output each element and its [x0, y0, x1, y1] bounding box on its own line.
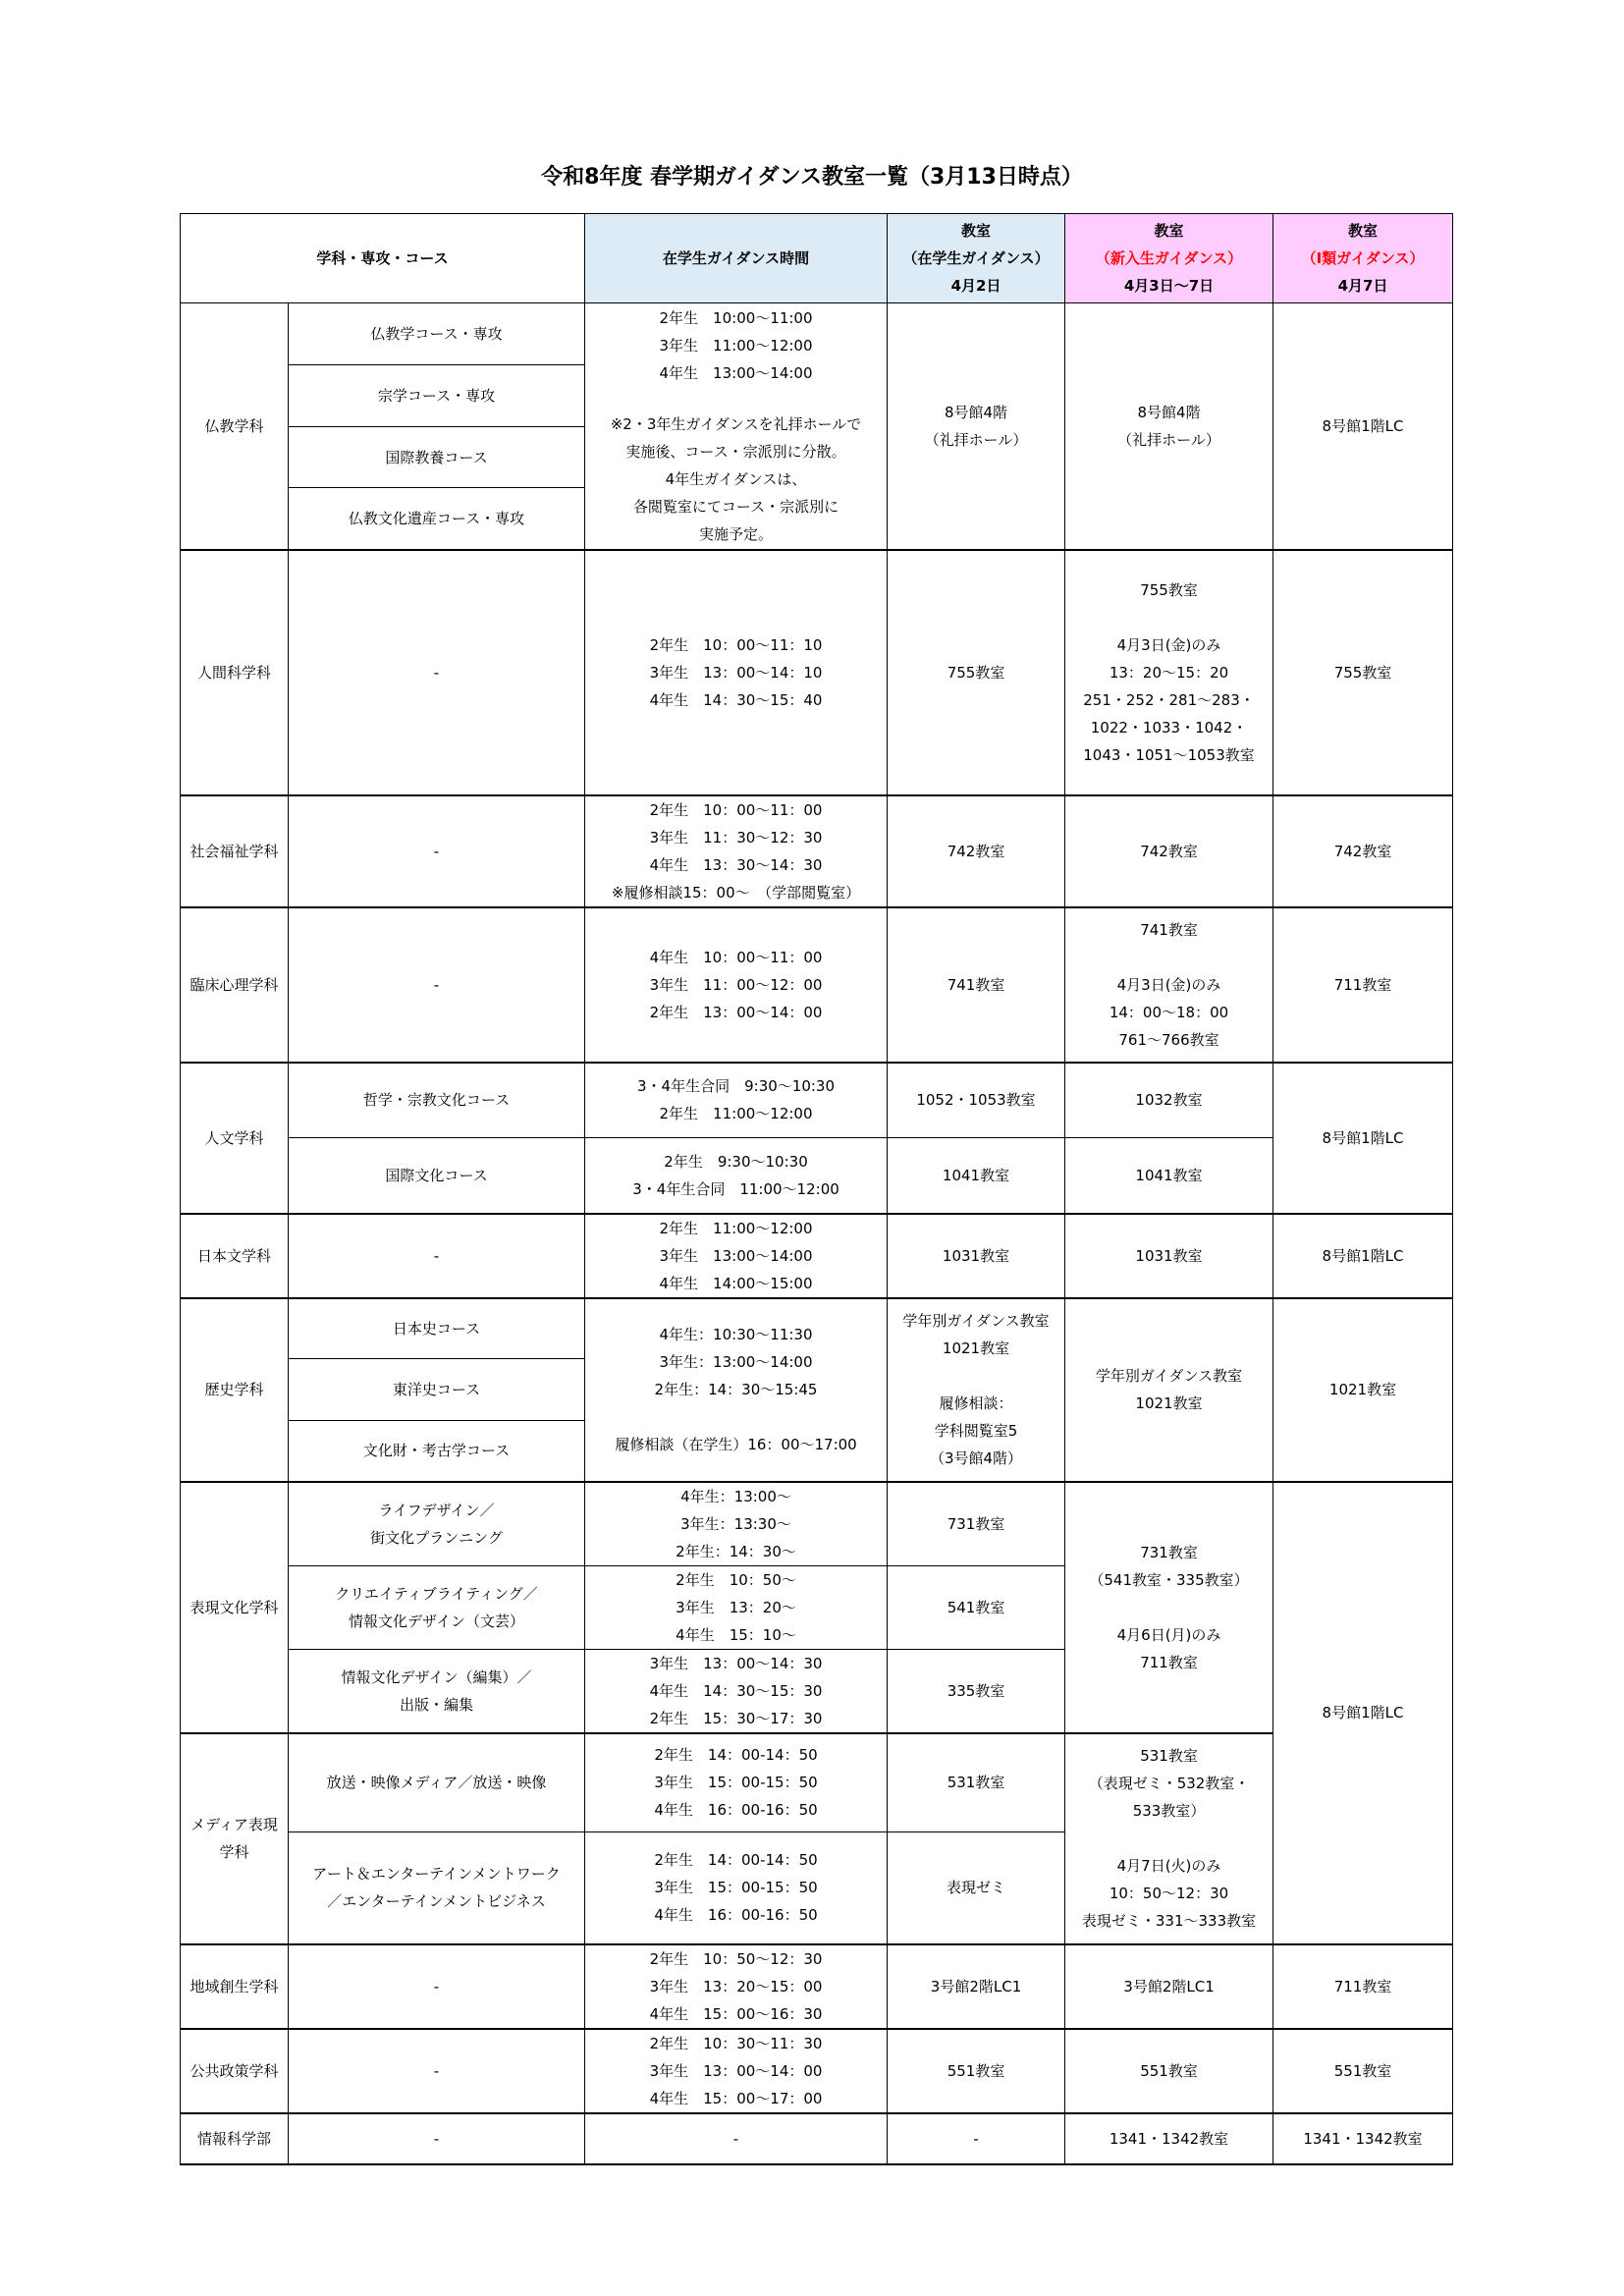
room-line: 711教室	[1140, 1653, 1198, 1671]
table-row	[181, 1298, 1453, 1359]
time-line: 4年生 15：00～17：00	[649, 2089, 823, 2107]
time-line: 2年生 10：50～12：30	[649, 1949, 823, 1968]
guidance-time	[585, 1649, 888, 1733]
current-room: 541教室	[888, 1565, 1065, 1649]
course-name: 国際文化コース	[289, 1138, 585, 1214]
room-line: （表現ゼミ・532教室・	[1088, 1775, 1250, 1792]
header-first-line: 4月7日	[1337, 277, 1388, 295]
table-row	[181, 1944, 1453, 2029]
room-line: （541教室・335教室）	[1089, 1570, 1249, 1589]
room-line: 表現ゼミ・331～333教室	[1081, 1912, 1257, 1930]
room-line	[1069, 944, 1269, 971]
course-line: アート＆エンターテインメントワーク	[312, 1865, 561, 1884]
room-line: 4月7日(火)のみ	[1116, 1857, 1221, 1875]
dept-name: 仏教学科	[181, 303, 289, 550]
header-first-line: （Ⅰ類ガイダンス）	[1301, 249, 1425, 267]
first-class-room: 8号館1階LC	[1273, 1214, 1453, 1298]
room-line: （3号館4階）	[929, 1449, 1023, 1467]
dept-name: 日本文学科	[181, 1214, 289, 1298]
table-row	[181, 550, 1453, 795]
time-line: 3年生 11：30～12：30	[649, 828, 823, 847]
room-line: 741教室	[1140, 920, 1198, 939]
time-line: ※履修相談15：00～ （学部閲覧室）	[611, 883, 861, 902]
time-line	[589, 387, 883, 410]
new-student-room: 742教室	[1065, 795, 1273, 907]
room-line: 531教室	[1140, 1747, 1198, 1765]
time-line: 2年生 14：00-14：50	[654, 1851, 818, 1870]
room-line: 学年別ガイダンス教室	[1095, 1367, 1243, 1385]
first-class-room: 1021教室	[1273, 1298, 1453, 1482]
dept-name: 社会福祉学科	[181, 795, 289, 907]
new-student-room	[1065, 1482, 1273, 1733]
first-class-room: 8号館1階LC	[1273, 1063, 1453, 1214]
time-line: 3年生 13：00～14：30	[649, 1654, 823, 1672]
course-name: 仏教学コース・専攻	[289, 303, 585, 365]
course-name: 東洋史コース	[289, 1359, 585, 1421]
table-row	[181, 907, 1453, 1063]
room-line: 学年別ガイダンス教室	[902, 1312, 1050, 1330]
room-line: 4月3日(金)のみ	[1116, 635, 1221, 654]
course-name	[289, 1482, 585, 1566]
guidance-time	[585, 1138, 888, 1214]
course-line: 情報文化デザイン（編集）／	[341, 1667, 532, 1686]
time-line: 2年生 10：50～	[676, 1570, 796, 1589]
first-class-room: 755教室	[1273, 550, 1453, 795]
table-row	[181, 1733, 1453, 1832]
table-row	[181, 1214, 1453, 1298]
header-dept: 学科・専攻・コース	[181, 214, 585, 303]
guidance-time	[585, 1214, 888, 1298]
room-line: 251・252・281～283・	[1083, 690, 1255, 709]
current-room: 1031教室	[888, 1214, 1065, 1298]
current-room: 3号館2階LC1	[888, 1944, 1065, 2029]
table-row	[181, 2113, 1453, 2164]
first-class-room: 8号館1階LC	[1273, 303, 1453, 550]
time-line: 各閲覧室にてコース・宗派別に	[632, 497, 839, 516]
guidance-time	[585, 795, 888, 907]
table-row	[181, 2029, 1453, 2113]
room-line: 14：00～18：00	[1109, 1003, 1229, 1021]
course-name	[289, 1649, 585, 1733]
header-new-line: 4月3日～7日	[1123, 277, 1215, 295]
course-name: 仏教文化遺産コース・専攻	[289, 488, 585, 550]
time-line: 実施予定。	[699, 524, 774, 543]
room-line: 13：20～15：20	[1109, 663, 1229, 682]
time-line: 2年生：14：30～15:45	[654, 1381, 818, 1398]
current-room: 531教室	[888, 1733, 1065, 1832]
room-line: 学科閲覧室5	[934, 1422, 1018, 1440]
dept-name: 歴史学科	[181, 1298, 289, 1482]
time-line: 3年生 13:00～14:00	[659, 1246, 813, 1265]
time-line: 4年生 13:00～14:00	[659, 363, 813, 382]
room-line	[1069, 1825, 1269, 1852]
time-line: 4年生 14：30～15：40	[649, 690, 823, 709]
time-line: 3年生 13：00～14：10	[649, 663, 823, 682]
dept-name-line: 学科	[219, 1843, 249, 1861]
time-line: 3年生 13：20～	[676, 1598, 796, 1616]
header-new-line: 教室	[1154, 222, 1184, 240]
course-line: 街文化プランニング	[370, 1528, 503, 1547]
first-class-room: 711教室	[1273, 1944, 1453, 2029]
time-line: 4年生 14：30～15：30	[649, 1681, 823, 1700]
new-student-room: 3号館2階LC1	[1065, 1944, 1273, 2029]
guidance-time	[585, 1733, 888, 1832]
time-line: 3年生：13:00～14:00	[659, 1353, 813, 1371]
dept-name: 公共政策学科	[181, 2029, 289, 2113]
page-title: 令和8年度 春学期ガイダンス教室一覧（3月13日時点）	[541, 165, 1083, 190]
course-name: 放送・映像メディア／放送・映像	[289, 1733, 585, 1832]
first-class-room: 1341・1342教室	[1273, 2113, 1453, 2164]
current-room: 755教室	[888, 550, 1065, 795]
dept-name: 人間科学科	[181, 550, 289, 795]
time-line: 3年生 13：20～15：00	[649, 1977, 823, 1995]
room-line	[892, 1362, 1060, 1390]
time-line: 3年生 15：00-15：50	[654, 1879, 818, 1897]
time-line: 2年生 11:00～12:00	[659, 1219, 813, 1237]
new-student-room: 1032教室	[1065, 1063, 1273, 1138]
dept-name-line: メディア表現	[190, 1816, 278, 1833]
guidance-time	[585, 303, 888, 550]
guidance-time	[585, 1063, 888, 1138]
header-cur-line: 教室	[961, 222, 992, 240]
course-name: -	[289, 1944, 585, 2029]
header-new-room	[1065, 214, 1273, 303]
room-line: 4月3日(金)のみ	[1116, 975, 1221, 994]
header-current-room	[888, 214, 1065, 303]
room-line: 8号館4階	[944, 403, 1008, 421]
time-line: 2年生 14：00-14：50	[654, 1746, 818, 1765]
guidance-time	[585, 907, 888, 1063]
guidance-time	[585, 1298, 888, 1482]
course-name: -	[289, 907, 585, 1063]
dept-name: 地域創生学科	[181, 1944, 289, 2029]
course-name: -	[289, 2113, 585, 2164]
dept-name: 情報科学部	[181, 2113, 289, 2164]
course-line: 出版・編集	[400, 1695, 474, 1714]
guidance-time	[585, 1832, 888, 1944]
current-room: 731教室	[888, 1482, 1065, 1566]
time-line	[589, 1403, 883, 1431]
time-line: 実施後、コース・宗派別に分散。	[625, 442, 846, 461]
course-name: 文化財・考古学コース	[289, 1421, 585, 1482]
new-student-room	[1065, 907, 1273, 1063]
header-first-line: 教室	[1348, 222, 1379, 240]
course-name: -	[289, 795, 585, 907]
guidance-table	[180, 213, 1453, 2165]
new-student-room: 1341・1342教室	[1065, 2113, 1273, 2164]
table-row	[181, 303, 1453, 365]
room-line	[1069, 1594, 1269, 1621]
room-line	[1069, 604, 1269, 631]
time-line: 4年生ガイダンスは、	[665, 469, 807, 488]
time-line: 3年生 13：00～14：00	[649, 2061, 823, 2080]
guidance-time	[585, 2029, 888, 2113]
current-room: 742教室	[888, 795, 1065, 907]
time-line: 2年生 9:30～10:30	[664, 1152, 808, 1171]
new-student-room	[1065, 1733, 1273, 1944]
time-line: 3年生：13:30～	[680, 1514, 791, 1533]
table-row	[181, 795, 1453, 907]
current-room: -	[888, 2113, 1065, 2164]
table-row	[181, 1482, 1453, 1566]
room-line: 履修相談：	[939, 1394, 1013, 1412]
dept-name: 人文学科	[181, 1063, 289, 1214]
current-room: 1052・1053教室	[888, 1063, 1065, 1138]
dept-name: 臨床心理学科	[181, 907, 289, 1063]
new-student-room: 551教室	[1065, 2029, 1273, 2113]
guidance-time	[585, 550, 888, 795]
table-row	[181, 1063, 1453, 1138]
course-name: -	[289, 1214, 585, 1298]
new-student-room: 1031教室	[1065, 1214, 1273, 1298]
dept-name	[181, 1733, 289, 1944]
time-line: 4年生 15：00～16：30	[649, 2004, 823, 2023]
room-line: 8号館4階	[1137, 403, 1201, 421]
guidance-time	[585, 1944, 888, 2029]
course-name: 国際教養コース	[289, 427, 585, 488]
time-line: 4年生：10:30～11:30	[659, 1326, 813, 1343]
time-line: 4年生 14:00～15:00	[659, 1274, 813, 1292]
room-line: （礼拝ホール）	[1117, 430, 1220, 449]
course-name: -	[289, 550, 585, 795]
time-line: 4年生 13：30～14：30	[649, 855, 823, 874]
time-line: 履修相談（在学生）16：00～17:00	[615, 1436, 857, 1453]
first-class-room: 8号館1階LC	[1273, 1482, 1453, 1944]
current-room: 335教室	[888, 1649, 1065, 1733]
current-room: 741教室	[888, 907, 1065, 1063]
room-line: （礼拝ホール）	[924, 430, 1028, 449]
time-line: 3年生 11:00～12:00	[659, 336, 813, 355]
new-student-room	[1065, 550, 1273, 795]
course-name	[289, 1832, 585, 1944]
new-student-room: 1041教室	[1065, 1138, 1273, 1214]
room-line: 761～766教室	[1118, 1030, 1219, 1049]
time-line: 3・4年生合同 9:30～10:30	[637, 1077, 836, 1096]
time-line: 4年生 10：00～11：00	[649, 948, 823, 966]
time-line: ※2・3年生ガイダンスを礼拝ホールで	[610, 414, 862, 433]
time-line: 4年生 16：00-16：50	[654, 1906, 818, 1925]
new-student-room	[1065, 303, 1273, 550]
room-line: 10：50～12：30	[1109, 1885, 1229, 1902]
room-line: 1022・1033・1042・	[1090, 718, 1248, 737]
time-line: 4年生 16：00-16：50	[654, 1801, 818, 1820]
room-line: 4月6日(月)のみ	[1116, 1625, 1221, 1644]
course-name: 日本史コース	[289, 1298, 585, 1359]
course-line: クリエイティブライティング／	[335, 1584, 538, 1603]
room-line: 731教室	[1140, 1543, 1198, 1561]
room-line: 755教室	[1140, 580, 1198, 599]
room-line: 1021教室	[1135, 1394, 1203, 1412]
course-name: -	[289, 2029, 585, 2113]
guidance-time	[585, 1565, 888, 1649]
time-line: 2年生 15：30～17：30	[649, 1709, 823, 1727]
course-name: 宗学コース・専攻	[289, 365, 585, 427]
header-cur-line: （在学生ガイダンス）	[902, 249, 1050, 267]
time-line: 2年生 13：00～14：00	[649, 1003, 823, 1021]
table-row	[181, 1138, 1453, 1214]
time-line: 2年生 10：00～11：10	[649, 635, 823, 654]
guidance-time	[585, 1482, 888, 1566]
header-first-room	[1273, 214, 1453, 303]
course-line: ライフデザイン／	[378, 1501, 495, 1519]
first-class-room: 711教室	[1273, 907, 1453, 1063]
course-line: ／エンターテインメントビジネス	[327, 1892, 546, 1911]
time-line: 2年生 10:00～11:00	[659, 308, 813, 327]
course-line: 情報文化デザイン（文芸）	[349, 1612, 524, 1630]
header-row	[181, 214, 1453, 303]
current-room: 1041教室	[888, 1138, 1065, 1214]
time-line: 2年生：14：30～	[676, 1542, 796, 1560]
room-line: 1021教室	[942, 1339, 1010, 1357]
time-line: 2年生 10：00～11：00	[649, 800, 823, 819]
course-name: 哲学・宗教文化コース	[289, 1063, 585, 1138]
time-line: 3年生 15：00-15：50	[654, 1774, 818, 1792]
course-name	[289, 1565, 585, 1649]
first-class-room: 742教室	[1273, 795, 1453, 907]
time-line: 2年生 10：30～11：30	[649, 2034, 823, 2052]
time-line: 3・4年生合同 11:00～12:00	[632, 1179, 839, 1198]
room-line: 533教室）	[1132, 1802, 1206, 1820]
time-line: 2年生 11:00～12:00	[659, 1105, 813, 1123]
guidance-time: -	[585, 2113, 888, 2164]
current-room	[888, 1298, 1065, 1482]
header-cur-line: 4月2日	[950, 277, 1001, 295]
time-line: 3年生 11：00～12：00	[649, 975, 823, 994]
dept-name: 表現文化学科	[181, 1482, 289, 1733]
header-new-line: （新入生ガイダンス）	[1095, 249, 1243, 267]
current-room: 551教室	[888, 2029, 1065, 2113]
current-room	[888, 303, 1065, 550]
current-room: 表現ゼミ	[888, 1832, 1065, 1944]
header-time: 在学生ガイダンス時間	[585, 214, 888, 303]
first-class-room: 551教室	[1273, 2029, 1453, 2113]
time-line: 4年生 15：10～	[676, 1625, 796, 1644]
time-line: 4年生：13:00～	[680, 1487, 791, 1505]
new-student-room	[1065, 1298, 1273, 1482]
room-line: 1043・1051～1053教室	[1083, 745, 1255, 764]
